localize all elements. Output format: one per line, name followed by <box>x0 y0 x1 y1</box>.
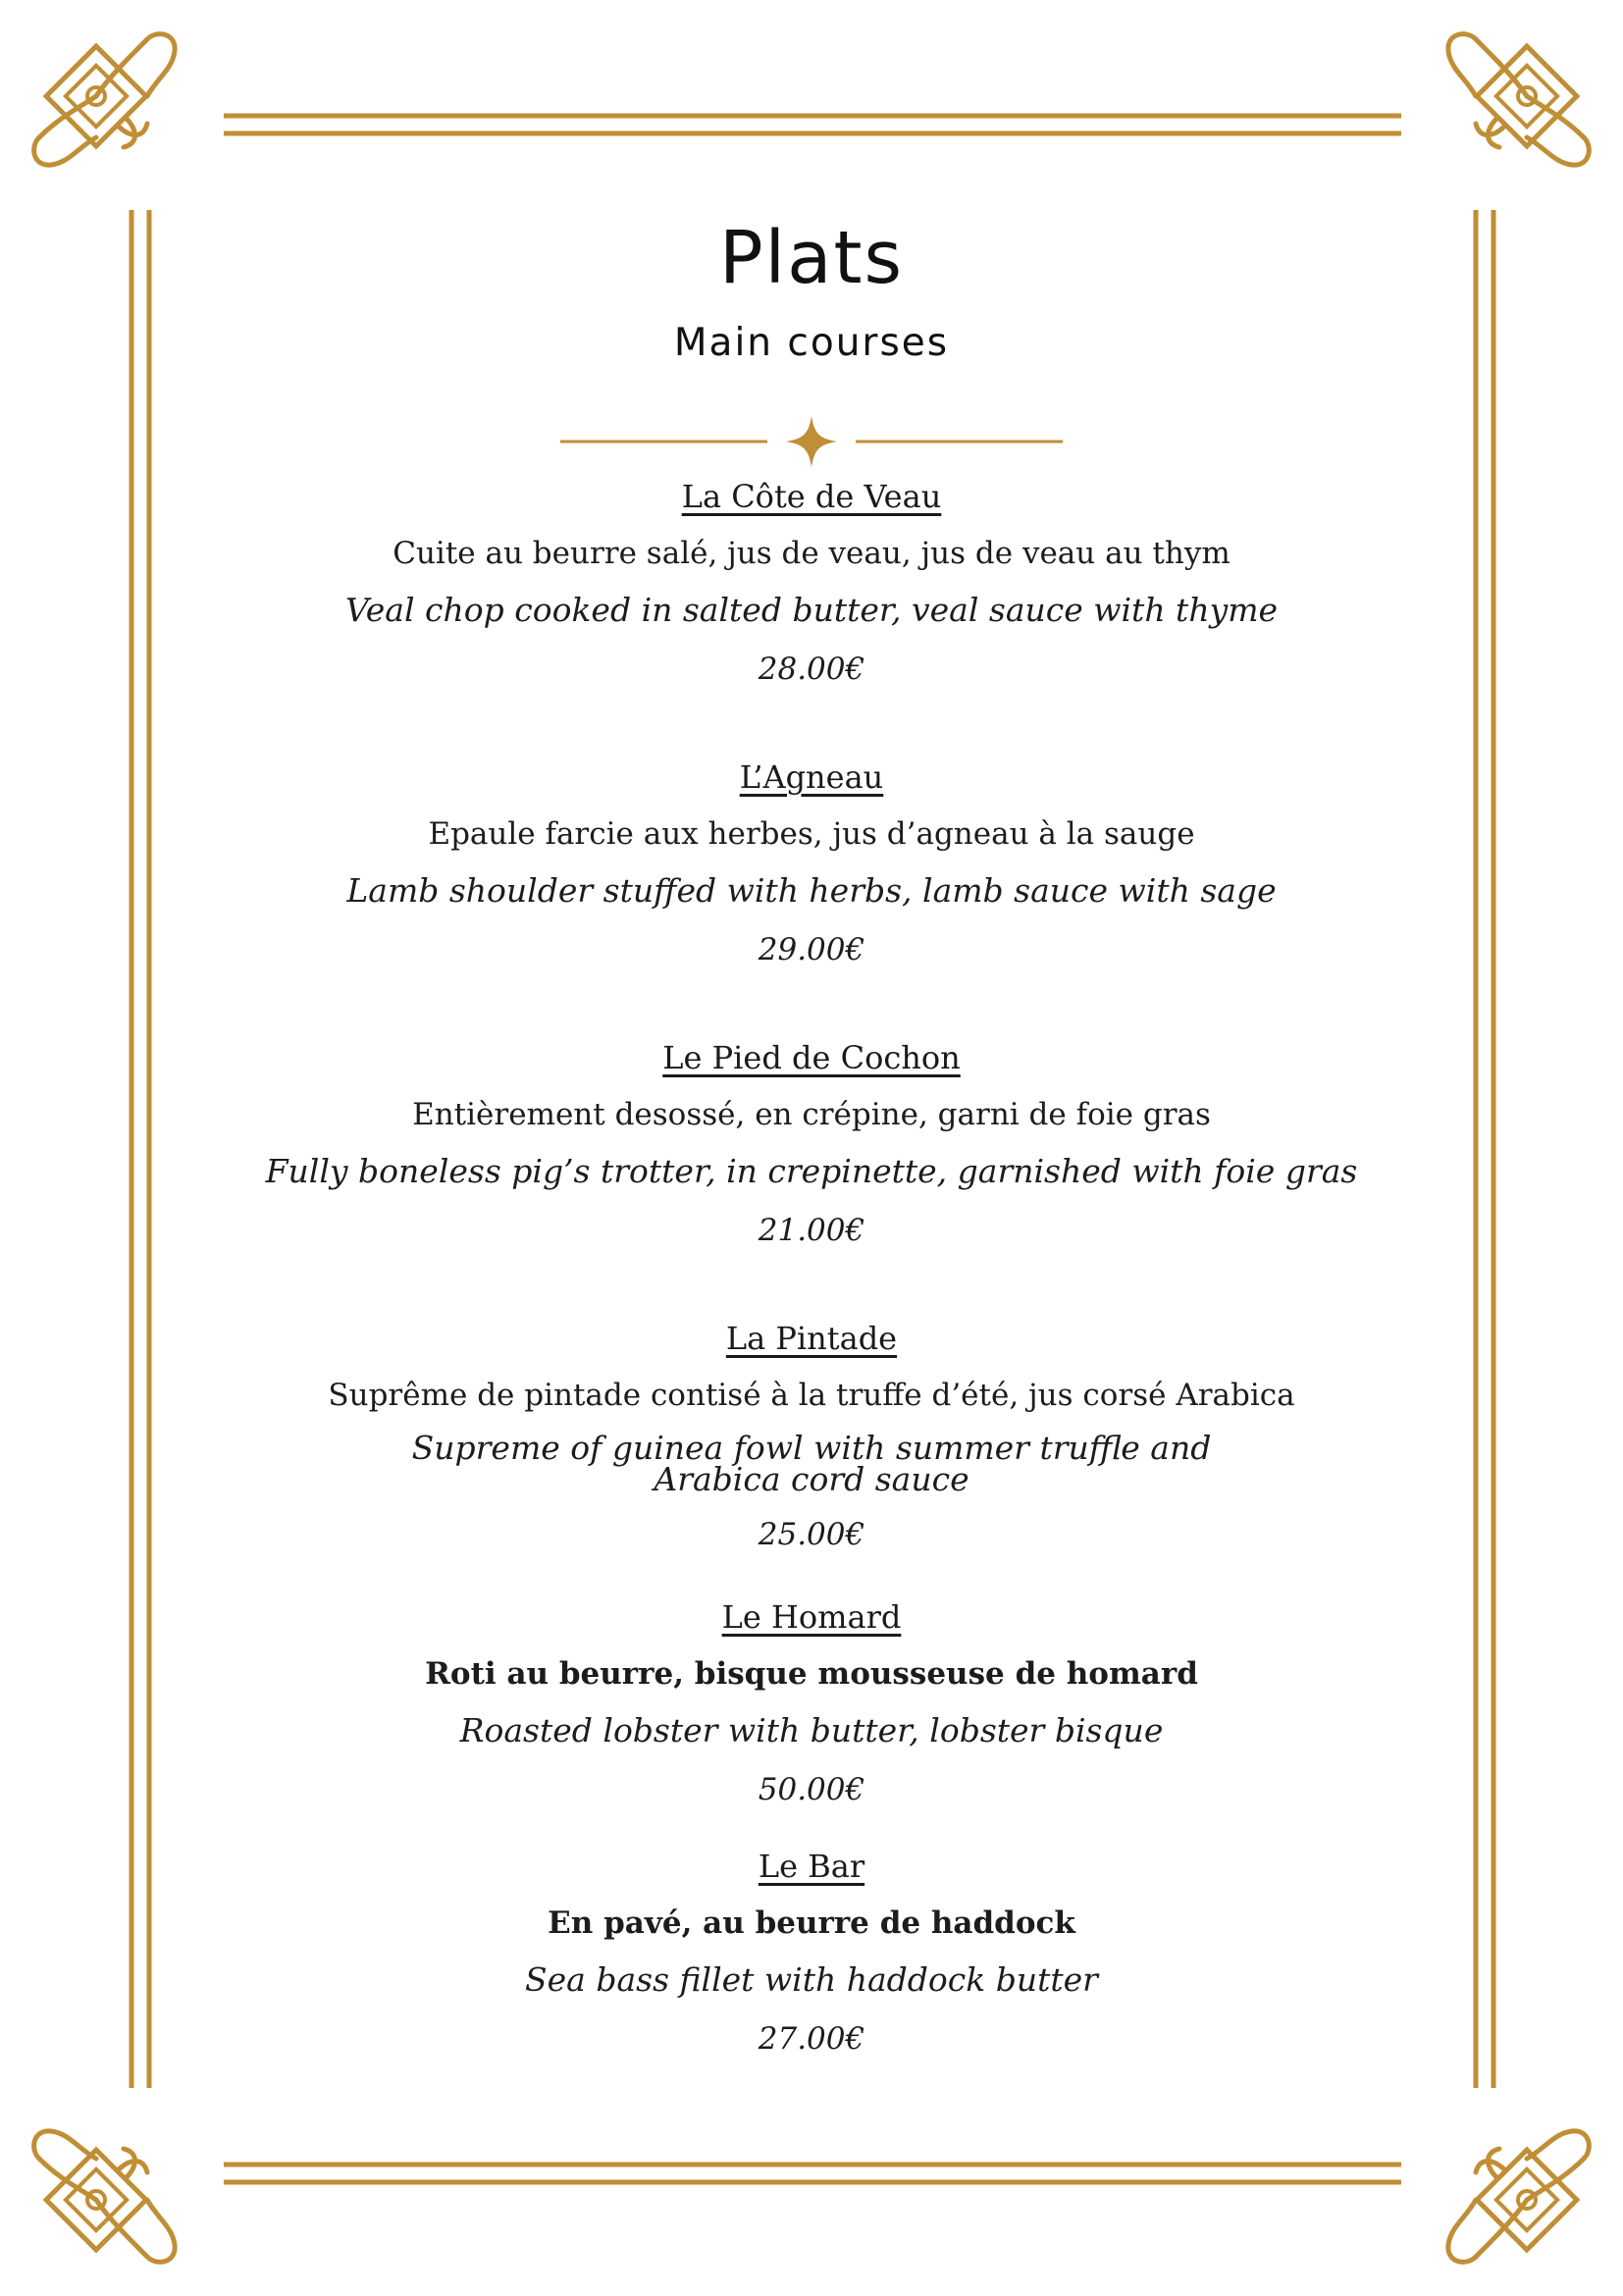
dish-price: 27.00€ <box>758 2021 865 2057</box>
dish-description-fr: Epaule farcie aux herbes, jus d’agneau à la sauge <box>428 816 1195 852</box>
dish-item <box>223 1319 1400 1554</box>
dish-price: 25.00€ <box>758 1517 865 1552</box>
dish-item <box>223 1597 1400 1809</box>
star-divider <box>556 412 1067 471</box>
dish-price: 29.00€ <box>758 932 865 967</box>
corner-ornament-bottom-right <box>1448 2131 1589 2262</box>
dish-description-fr: Roti au beurre, bisque mousseuse de homard <box>425 1656 1198 1692</box>
page-subtitle: Main courses <box>673 321 950 365</box>
dish-price: 21.00€ <box>758 1213 865 1248</box>
dish-price: 50.00€ <box>758 1772 865 1807</box>
dish-price: 28.00€ <box>758 652 865 687</box>
corner-ornament-bottom-left <box>34 2131 175 2262</box>
dish-description-fr: En pavé, au beurre de haddock <box>548 1905 1075 1941</box>
dish-name: La Pintade <box>725 1320 898 1357</box>
dish-description-fr: Suprême de pintade contisé à la truffe d’été, jus corsé Arabica <box>328 1378 1295 1413</box>
dish-name: L’Agneau <box>739 758 884 796</box>
dish-description-en: Roasted lobster with butter, lobster bisque <box>459 1711 1164 1749</box>
dish-description-en: Fully boneless pig’s trotter, in crepinette, garnished with foie gras <box>265 1152 1358 1190</box>
dish-name: Le Homard <box>721 1598 902 1636</box>
corner-ornament-top-right <box>1448 34 1589 165</box>
dish-item <box>223 757 1400 969</box>
page-title: Plats <box>718 216 905 300</box>
dish-description-fr: Cuite au beurre salé, jus de veau, jus de veau au thym <box>393 536 1230 571</box>
dish-name: Le Bar <box>758 1848 865 1885</box>
corner-ornament-top-left <box>34 34 175 165</box>
dish-item <box>223 1038 1400 1250</box>
dish-description-fr: Entièrement desossé, en crépine, garni de foie gras <box>412 1097 1211 1132</box>
dish-item <box>223 1847 1400 2059</box>
dish-item <box>223 477 1400 689</box>
dish-description-en: Supreme of guinea fowl with summer truffle and Arabica cord sauce <box>411 1429 1212 1498</box>
sparkle-star-icon <box>786 416 837 467</box>
dish-description-en: Veal chop cooked in salted butter, veal sauce with thyme <box>344 591 1279 629</box>
dish-name: La Côte de Veau <box>681 478 942 515</box>
dish-description-en: Lamb shoulder stuffed with herbs, lamb sauce with sage <box>346 871 1277 910</box>
dish-name: Le Pied de Cochon <box>662 1039 961 1076</box>
dish-description-en: Sea bass fillet with haddock butter <box>525 1960 1098 1999</box>
